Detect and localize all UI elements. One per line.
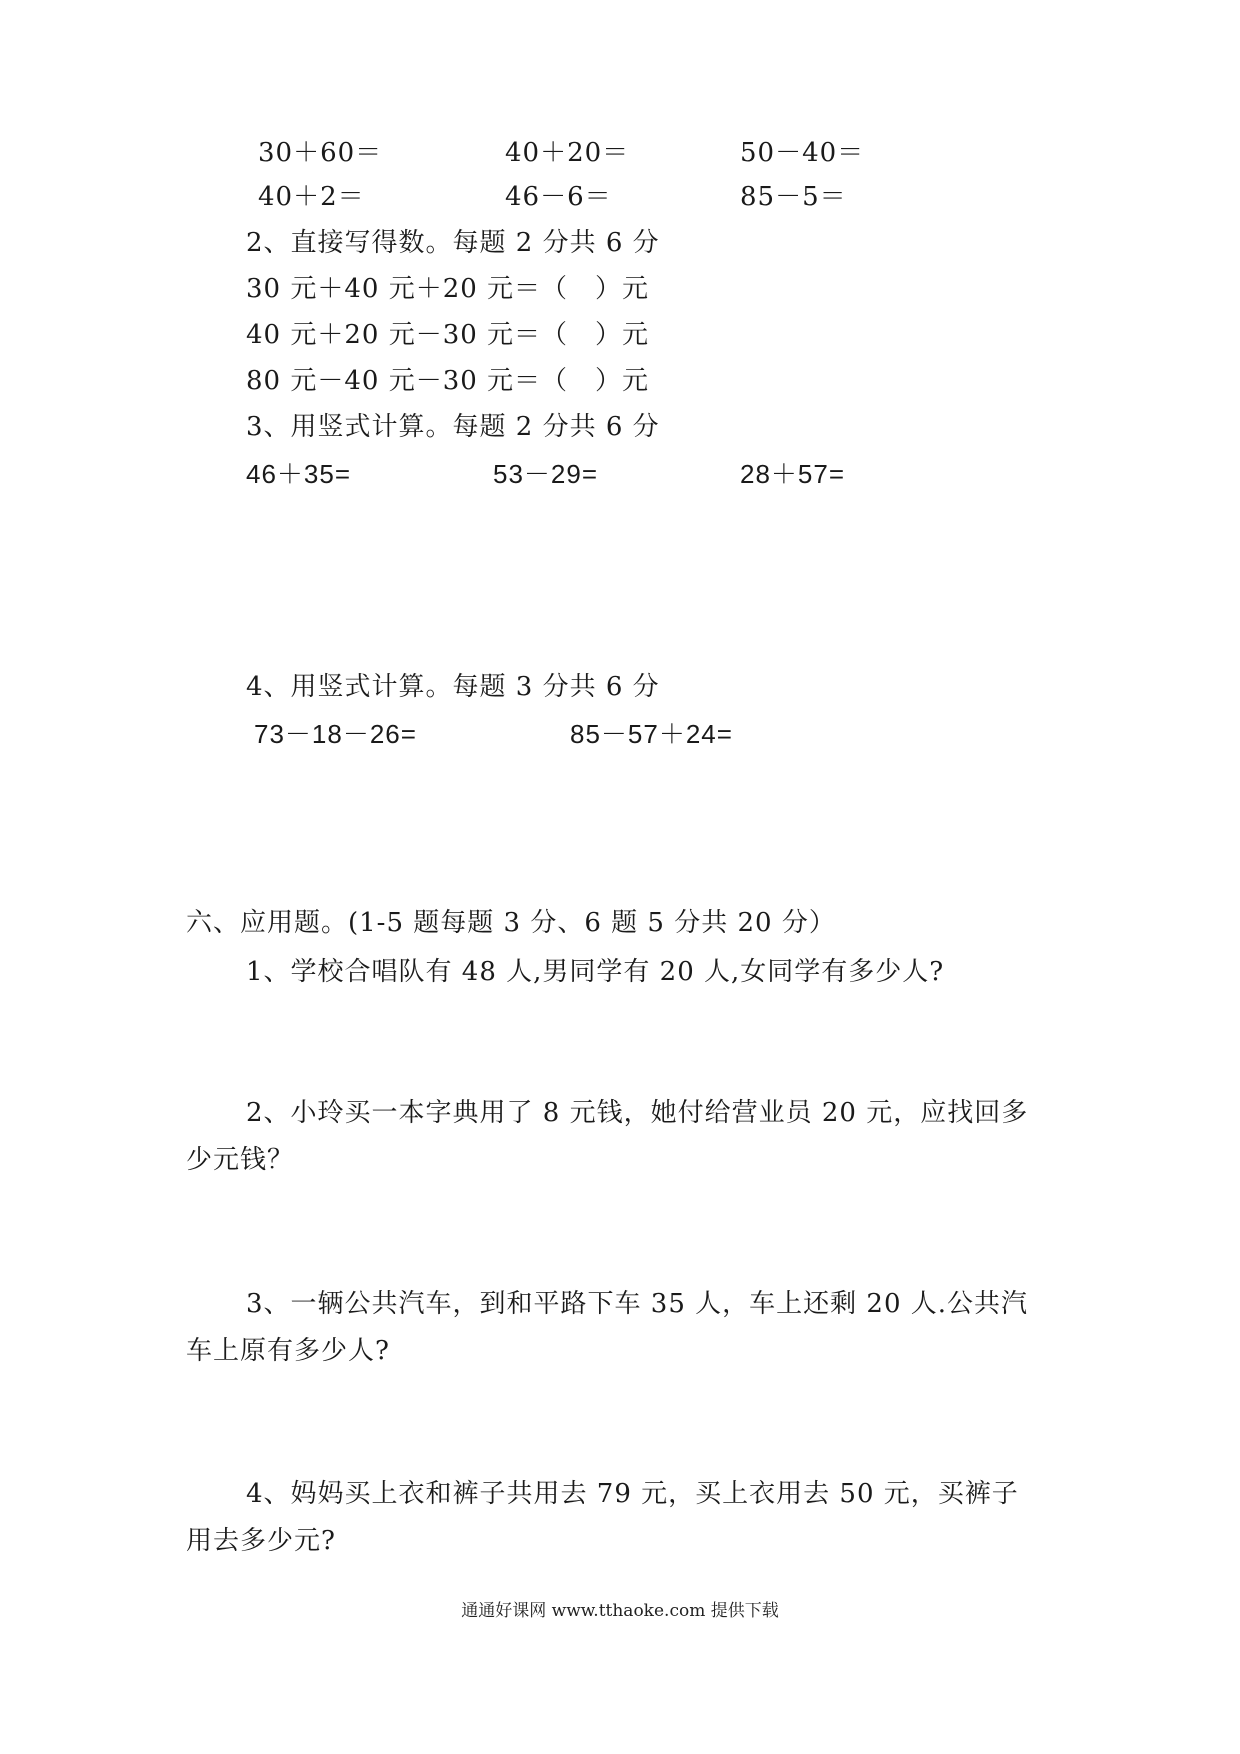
q4-title: 4、用竖式计算。每题 3 分共 6 分 xyxy=(246,672,660,702)
oral-calc-2-3: 85－5＝ xyxy=(740,182,847,212)
problem-3-line1: 3、一辆公共汽车，到和平路下车 35 人，车上还剩 20 人.公共汽 xyxy=(246,1289,1029,1319)
q4-item-2: 85－57＋24= xyxy=(570,719,733,749)
q2-item-1: 30 元＋40 元＋20 元＝（ ）元 xyxy=(246,274,650,304)
q4-item-1: 73－18－26= xyxy=(254,719,417,749)
q3-item-3: 28＋57= xyxy=(740,459,846,489)
oral-calc-1-1: 30＋60＝ xyxy=(258,138,383,168)
problem-2-line1: 2、小玲买一本字典用了 8 元钱，她付给营业员 20 元，应找回多 xyxy=(246,1098,1029,1128)
problem-1-line1: 1、学校合唱队有 48 人,男同学有 20 人,女同学有多少人? xyxy=(246,957,945,987)
problem-3-line2: 车上原有多少人? xyxy=(186,1336,390,1366)
footer-source: 通通好课网 www.tthaoke.com 提供下载 xyxy=(461,1601,779,1621)
q2-item-3: 80 元－40 元－30 元＝（ ）元 xyxy=(246,366,650,396)
problem-4-line1: 4、妈妈买上衣和裤子共用去 79 元，买上衣用去 50 元，买裤子 xyxy=(246,1479,1019,1509)
oral-calc-1-2: 40＋20＝ xyxy=(505,138,630,168)
q2-title: 2、直接写得数。每题 2 分共 6 分 xyxy=(246,228,660,258)
q2-item-2: 40 元＋20 元－30 元＝（ ）元 xyxy=(246,320,650,350)
q3-item-2: 53－29= xyxy=(493,459,599,489)
section6-title: 六、应用题。(1-5 题每题 3 分、6 题 5 分共 20 分） xyxy=(186,908,836,938)
problem-2-line2: 少元钱？ xyxy=(186,1145,295,1175)
oral-calc-2-1: 40＋2＝ xyxy=(258,182,365,212)
oral-calc-1-3: 50－40＝ xyxy=(740,138,865,168)
oral-calc-2-2: 46－6＝ xyxy=(505,182,612,212)
problem-4-line2: 用去多少元? xyxy=(186,1526,336,1556)
q3-item-1: 46＋35= xyxy=(246,459,352,489)
q3-title: 3、用竖式计算。每题 2 分共 6 分 xyxy=(246,412,660,442)
